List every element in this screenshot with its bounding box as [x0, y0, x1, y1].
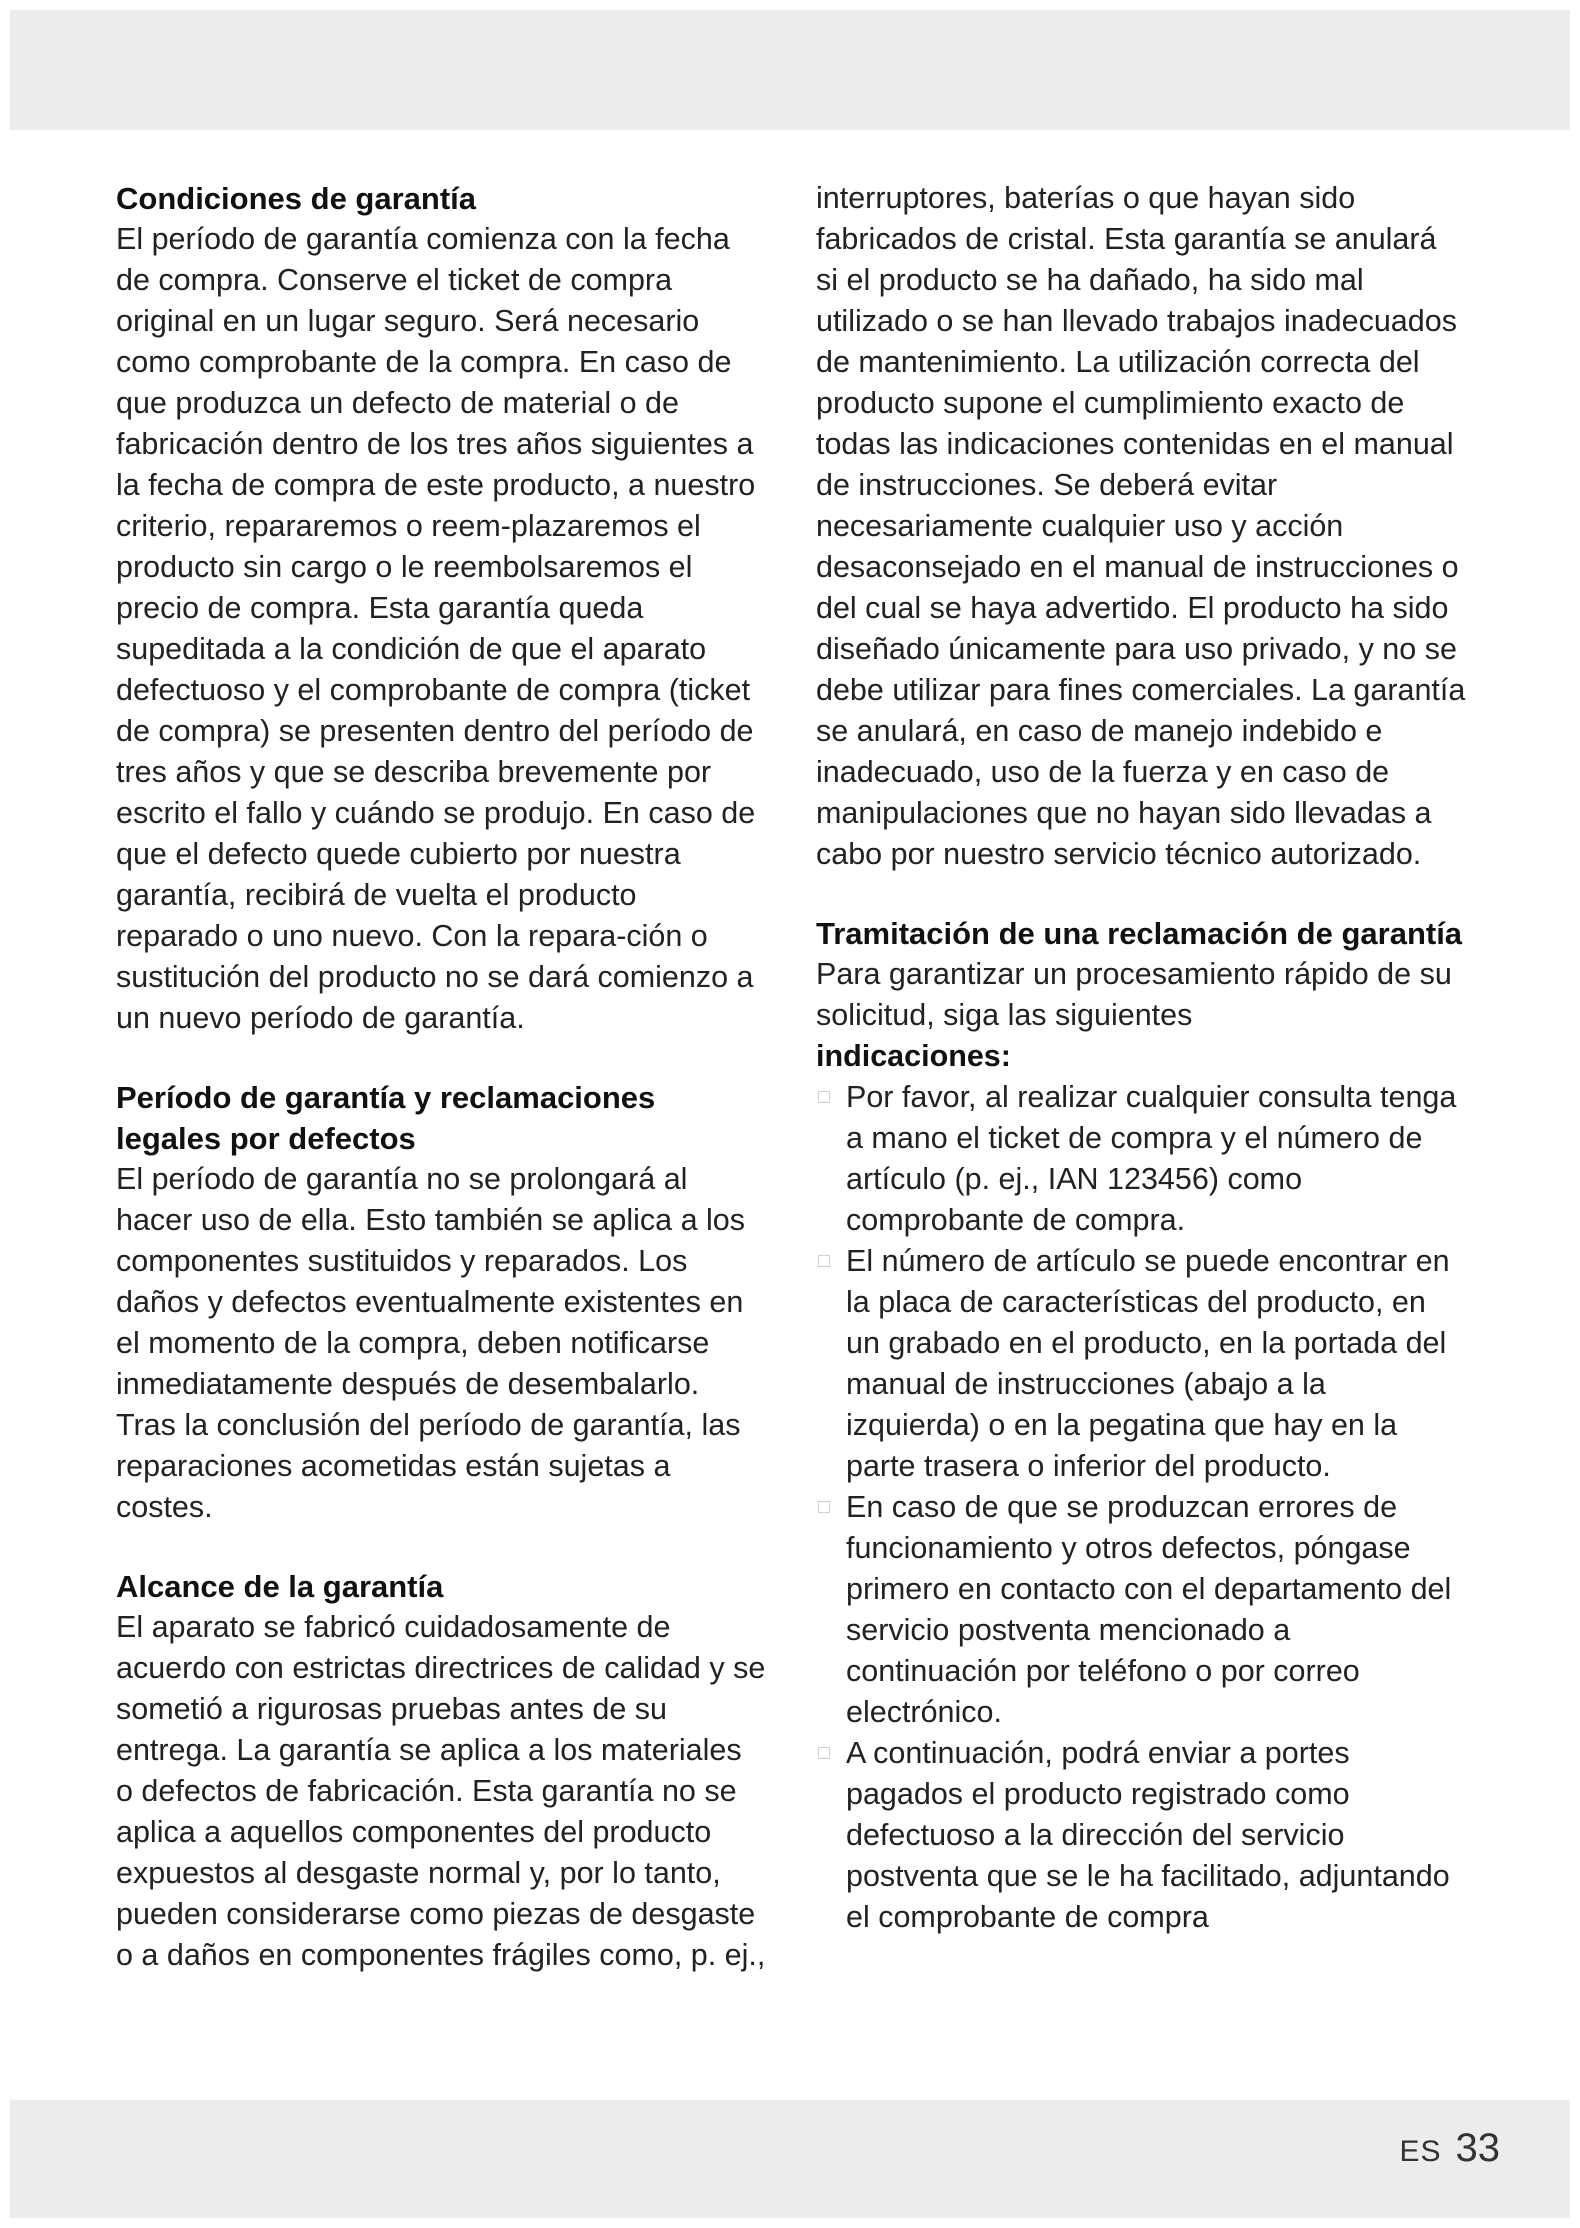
text-warranty-period: El período de garantía no se prolongará al hacer uso de ella. Esto también se aplica a los componentes sustituidos y reparados. Los daños y defectos eventualmente existentes en el momento de la compra, deben notificarse inmediatamente después de desembalarlo. Tras la conclusión del período de garantía, las reparaciones acometidas están sujetas a costes. — [116, 1162, 746, 1524]
heading-warranty-conditions: Condiciones de garantía — [116, 181, 477, 216]
bullet-square-icon — [818, 1091, 830, 1103]
text-warranty-conditions: El período de garantía comienza con la fecha de compra. Conserve el ticket de compra original en un lugar seguro. Será necesario como comprobante de la compra. En caso de que produzca un defecto de material o de fabricación dentro de los tres años siguientes a la fecha de compra de este producto, a nuestro criterio, repararemos o reem-plazaremos el producto sin cargo o le reembolsaremos el precio de compra. Esta garantía queda supeditada a la condición de que el aparato defectuoso y el comprobante de compra (ticket de compra) se presenten dentro del período de tres años y que se describa brevemente por escrito el fallo y cuándo se produjo. En caso de que el defecto quede cubierto por nuestra garantía, recibirá de vuelta el producto reparado o uno nuevo. Con la repara-ción o sustitución del producto no se dará comienzo a un nuevo período de garantía. — [116, 222, 756, 1035]
list-item — [816, 1077, 1466, 1241]
footer-band — [10, 2100, 1570, 2218]
subheading-instructions: indicaciones: — [816, 1039, 1011, 1073]
list-item-text: Por favor, al realizar cualquier consulta tenga a mano el ticket de compra y el número de artículo (p. ej., IAN 123456) como comprobante de compra. — [846, 1080, 1457, 1237]
instruction-list — [816, 1077, 1466, 1938]
right-column — [816, 178, 1466, 1976]
list-item-text: El número de artículo se puede encontrar en la placa de características del producto, en un grabado en el producto, en la portada del manual de instrucciones (abajo a la izquierda) o en la pegatina que hay en la parte trasera o inferior del producto. — [846, 1244, 1450, 1483]
bullet-square-icon — [818, 1501, 830, 1513]
list-item — [816, 1733, 1466, 1938]
bullet-square-icon — [818, 1255, 830, 1267]
header-band — [10, 10, 1570, 130]
language-code: ES — [1399, 2135, 1442, 2168]
left-column — [116, 178, 766, 2014]
list-item — [816, 1487, 1466, 1733]
text-claim-intro: Para garantizar un procesamiento rápido de su solicitud, siga las siguientes — [816, 957, 1452, 1032]
section-warranty-conditions — [116, 178, 766, 1039]
section-warranty-period — [116, 1077, 766, 1528]
text-warranty-scope: El aparato se fabricó cuidadosamente de acuerdo con estrictas directrices de calidad y se sometió a rigurosas pruebas antes de su entrega. La garantía se aplica a los materiales o defectos de fabricación. Esta garantía no se aplica a aquellos componentes del producto expuestos al desgaste normal y, por lo tanto, pueden considerarse como piezas de desgaste o a daños en componentes frágiles como, p. ej., — [116, 1610, 766, 1972]
page-number: 33 — [1455, 2126, 1500, 2170]
section-warranty-scope — [116, 1566, 766, 1976]
list-item-text: En caso de que se produzcan errores de funcionamiento y otros defectos, póngase primero en contacto con el departamento del servicio postventa mencionado a continuación por teléfono o por correo electrónico. — [846, 1490, 1452, 1729]
bullet-square-icon — [818, 1747, 830, 1759]
heading-claim-processing: Tramitación de una reclamación de garantía — [816, 916, 1463, 951]
page-footer — [1399, 2126, 1500, 2171]
list-item-text: A continuación, podrá enviar a portes pagados el producto registrado como defectuoso a la dirección del servicio postventa que se le ha facilitado, adjuntando el comprobante de compra — [846, 1736, 1450, 1934]
list-item — [816, 1241, 1466, 1487]
section-scope-continued — [816, 178, 1466, 875]
heading-warranty-period: Período de garantía y reclamaciones legales por defectos — [116, 1080, 656, 1156]
section-claim-processing — [816, 913, 1466, 1938]
heading-warranty-scope: Alcance de la garantía — [116, 1569, 444, 1604]
text-scope-continued: interruptores, baterías o que hayan sido fabricados de cristal. Esta garantía se anulará si el producto se ha dañado, ha sido mal utilizado o se han llevado trabajos inadecuados de mantenimiento. La utilización correcta del producto supone el cumplimiento exacto de todas las indicaciones contenidas en el manual de instrucciones. Se deberá evitar necesariamente cualquier uso y acción desaconsejado en el manual de instrucciones o del cual se haya advertido. El producto ha sido diseñado únicamente para uso privado, y no se debe utilizar para fines comerciales. La garantía se anulará, en caso de manejo indebido e inadecuado, uso de la fuerza y en caso de manipulaciones que no hayan sido llevadas a cabo por nuestro servicio técnico autorizado. — [816, 181, 1466, 871]
